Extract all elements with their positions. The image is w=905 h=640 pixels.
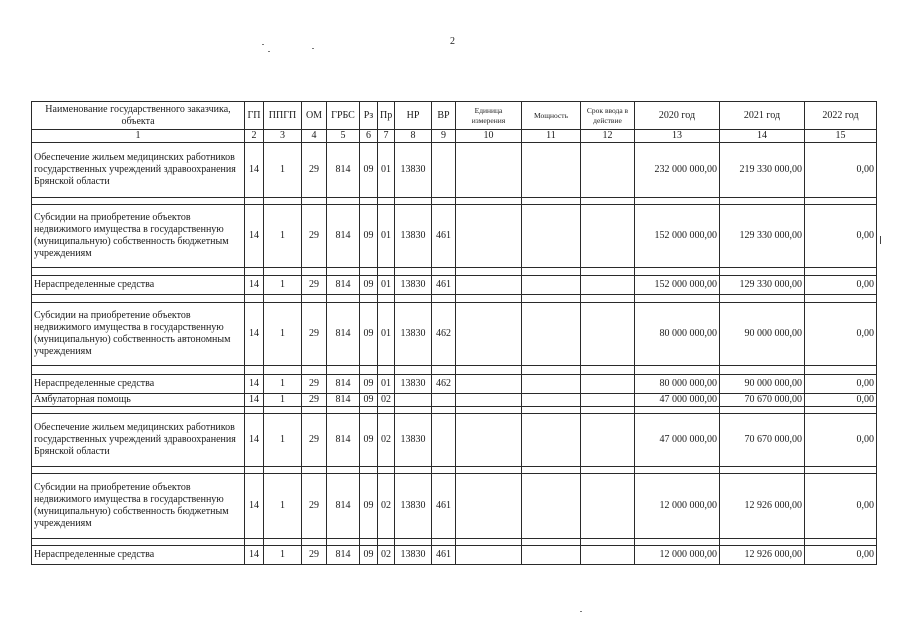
spacer-cell [635, 268, 720, 276]
column-number: 3 [264, 130, 302, 143]
spacer-cell [245, 268, 264, 276]
row-power [522, 474, 581, 539]
row-om: 29 [302, 546, 327, 565]
row-pr: 02 [378, 474, 395, 539]
spacer-cell [720, 198, 805, 205]
spacer-cell [378, 539, 395, 546]
spacer-cell [378, 198, 395, 205]
spacer-cell [32, 268, 245, 276]
row-ppgp: 1 [264, 546, 302, 565]
spacer-cell [395, 539, 432, 546]
spacer-cell [264, 366, 302, 375]
header-pr: Пр [378, 102, 395, 130]
row-nr: 13830 [395, 414, 432, 467]
row-grbs: 814 [327, 546, 360, 565]
row-power [522, 375, 581, 394]
row-spacer [32, 366, 877, 375]
row-2022: 0,00 [805, 474, 877, 539]
row-pr: 01 [378, 205, 395, 268]
row-2022: 0,00 [805, 303, 877, 366]
column-number: 5 [327, 130, 360, 143]
row-2020: 47 000 000,00 [635, 394, 720, 407]
spacer-cell [805, 295, 877, 303]
column-number: 12 [581, 130, 635, 143]
row-ppgp: 1 [264, 414, 302, 467]
spacer-cell [432, 366, 456, 375]
row-vr: 462 [432, 375, 456, 394]
header-power: Мощность [522, 102, 581, 130]
row-2021: 129 330 000,00 [720, 205, 805, 268]
spacer-cell [432, 295, 456, 303]
row-nr: 13830 [395, 375, 432, 394]
spacer-cell [635, 467, 720, 474]
spacer-cell [360, 198, 378, 205]
scan-speck [580, 611, 582, 612]
row-spacer [32, 467, 877, 474]
spacer-cell [432, 539, 456, 546]
row-unit [456, 375, 522, 394]
row-unit [456, 394, 522, 407]
row-om: 29 [302, 474, 327, 539]
header-unit: Единица измерения [456, 102, 522, 130]
spacer-cell [378, 295, 395, 303]
row-term [581, 205, 635, 268]
row-pr: 02 [378, 546, 395, 565]
table-row [32, 205, 877, 268]
spacer-cell [360, 366, 378, 375]
header-grbs: ГРБС [327, 102, 360, 130]
row-name: Субсидии на приобретение объектов недвижимого имущества в государственную (муниципальную) собственность бюджетным учреждениям [32, 474, 245, 539]
row-unit [456, 205, 522, 268]
row-spacer [32, 268, 877, 276]
row-2021: 90 000 000,00 [720, 375, 805, 394]
row-ppgp: 1 [264, 143, 302, 198]
spacer-cell [378, 366, 395, 375]
spacer-cell [432, 467, 456, 474]
row-power [522, 276, 581, 295]
header-nr: НР [395, 102, 432, 130]
row-rz: 09 [360, 303, 378, 366]
header-vr: ВР [432, 102, 456, 130]
row-2020: 152 000 000,00 [635, 276, 720, 295]
row-om: 29 [302, 276, 327, 295]
spacer-cell [720, 467, 805, 474]
column-number: 9 [432, 130, 456, 143]
row-grbs: 814 [327, 205, 360, 268]
header-term: Срок ввода в действие [581, 102, 635, 130]
column-number: 15 [805, 130, 877, 143]
row-unit [456, 303, 522, 366]
row-rz: 09 [360, 546, 378, 565]
table-row [32, 394, 877, 407]
spacer-cell [456, 366, 522, 375]
row-pr: 02 [378, 414, 395, 467]
spacer-cell [245, 366, 264, 375]
row-nr: 13830 [395, 143, 432, 198]
row-rz: 09 [360, 414, 378, 467]
spacer-cell [805, 539, 877, 546]
row-rz: 09 [360, 474, 378, 539]
column-number: 4 [302, 130, 327, 143]
row-2022: 0,00 [805, 205, 877, 268]
spacer-cell [720, 366, 805, 375]
row-grbs: 814 [327, 414, 360, 467]
row-2021: 70 670 000,00 [720, 414, 805, 467]
row-grbs: 814 [327, 303, 360, 366]
spacer-cell [327, 407, 360, 414]
spacer-cell [581, 295, 635, 303]
row-ppgp: 1 [264, 474, 302, 539]
row-term [581, 394, 635, 407]
row-gp: 14 [245, 205, 264, 268]
header-rz: Рз [360, 102, 378, 130]
row-2022: 0,00 [805, 375, 877, 394]
spacer-cell [264, 539, 302, 546]
row-nr: 13830 [395, 546, 432, 565]
row-vr [432, 394, 456, 407]
spacer-cell [245, 295, 264, 303]
table-row [32, 143, 877, 198]
spacer-cell [245, 539, 264, 546]
row-gp: 14 [245, 303, 264, 366]
spacer-cell [360, 467, 378, 474]
scan-speck [880, 236, 881, 244]
spacer-cell [522, 366, 581, 375]
row-vr: 461 [432, 205, 456, 268]
spacer-cell [581, 467, 635, 474]
spacer-cell [395, 366, 432, 375]
spacer-cell [805, 366, 877, 375]
row-2022: 0,00 [805, 394, 877, 407]
spacer-cell [302, 539, 327, 546]
row-power [522, 546, 581, 565]
spacer-cell [302, 198, 327, 205]
header-2022: 2022 год [805, 102, 877, 130]
spacer-cell [245, 198, 264, 205]
column-number: 10 [456, 130, 522, 143]
row-name: Обеспечение жильем медицинских работников государственных учреждений здравоохранения Брянской области [32, 414, 245, 467]
column-number: 14 [720, 130, 805, 143]
row-name: Субсидии на приобретение объектов недвижимого имущества в государственную (муниципальную) собственность бюджетным учреждениям [32, 205, 245, 268]
spacer-cell [32, 539, 245, 546]
row-om: 29 [302, 205, 327, 268]
spacer-cell [302, 268, 327, 276]
spacer-cell [32, 467, 245, 474]
row-rz: 09 [360, 276, 378, 295]
row-power [522, 303, 581, 366]
spacer-cell [635, 407, 720, 414]
spacer-cell [522, 539, 581, 546]
row-ppgp: 1 [264, 394, 302, 407]
row-pr: 01 [378, 375, 395, 394]
row-name: Нераспределенные средства [32, 276, 245, 295]
header-ppgp: ППГП [264, 102, 302, 130]
spacer-cell [32, 407, 245, 414]
row-name: Нераспределенные средства [32, 375, 245, 394]
spacer-cell [264, 268, 302, 276]
row-unit [456, 546, 522, 565]
spacer-cell [456, 539, 522, 546]
row-grbs: 814 [327, 375, 360, 394]
spacer-cell [32, 198, 245, 205]
row-spacer [32, 539, 877, 546]
row-vr: 461 [432, 276, 456, 295]
spacer-cell [522, 407, 581, 414]
row-rz: 09 [360, 375, 378, 394]
row-om: 29 [302, 375, 327, 394]
row-unit [456, 143, 522, 198]
spacer-cell [245, 467, 264, 474]
row-rz: 09 [360, 205, 378, 268]
row-name: Субсидии на приобретение объектов недвижимого имущества в государственную (муниципальную) собственность автономным учреждениям [32, 303, 245, 366]
row-2020: 80 000 000,00 [635, 375, 720, 394]
row-2020: 47 000 000,00 [635, 414, 720, 467]
page-number: 2 [450, 36, 455, 47]
row-power [522, 143, 581, 198]
spacer-cell [581, 366, 635, 375]
row-gp: 14 [245, 474, 264, 539]
row-pr: 01 [378, 303, 395, 366]
row-unit [456, 474, 522, 539]
row-power [522, 205, 581, 268]
row-om: 29 [302, 143, 327, 198]
row-gp: 14 [245, 276, 264, 295]
row-ppgp: 1 [264, 276, 302, 295]
row-grbs: 814 [327, 394, 360, 407]
row-ppgp: 1 [264, 375, 302, 394]
row-term [581, 276, 635, 295]
row-vr: 462 [432, 303, 456, 366]
spacer-cell [456, 295, 522, 303]
scan-speck [268, 51, 270, 52]
table-row [32, 546, 877, 565]
spacer-cell [327, 366, 360, 375]
header-row [32, 102, 877, 130]
spacer-cell [395, 268, 432, 276]
spacer-cell [264, 407, 302, 414]
spacer-cell [805, 407, 877, 414]
row-unit [456, 414, 522, 467]
row-term [581, 303, 635, 366]
row-2020: 12 000 000,00 [635, 546, 720, 565]
column-number: 7 [378, 130, 395, 143]
row-pr: 01 [378, 143, 395, 198]
row-term [581, 143, 635, 198]
row-name: Обеспечение жильем медицинских работников государственных учреждений здравоохранения Брянской области [32, 143, 245, 198]
row-gp: 14 [245, 143, 264, 198]
row-2022: 0,00 [805, 276, 877, 295]
row-pr: 01 [378, 276, 395, 295]
row-2020: 152 000 000,00 [635, 205, 720, 268]
spacer-cell [432, 198, 456, 205]
column-number: 13 [635, 130, 720, 143]
header-gp: ГП [245, 102, 264, 130]
row-vr [432, 143, 456, 198]
row-vr [432, 414, 456, 467]
row-term [581, 375, 635, 394]
spacer-cell [720, 407, 805, 414]
header-om: ОМ [302, 102, 327, 130]
spacer-cell [32, 366, 245, 375]
row-om: 29 [302, 303, 327, 366]
row-2020: 80 000 000,00 [635, 303, 720, 366]
row-spacer [32, 198, 877, 205]
header-2020: 2020 год [635, 102, 720, 130]
row-vr: 461 [432, 546, 456, 565]
header-2021: 2021 год [720, 102, 805, 130]
row-power [522, 394, 581, 407]
scan-speck [262, 44, 264, 45]
spacer-cell [378, 268, 395, 276]
spacer-cell [581, 268, 635, 276]
spacer-cell [395, 198, 432, 205]
row-nr: 13830 [395, 303, 432, 366]
spacer-cell [581, 198, 635, 205]
spacer-cell [432, 407, 456, 414]
spacer-cell [302, 407, 327, 414]
spacer-cell [805, 198, 877, 205]
budget-table [31, 101, 877, 565]
row-2022: 0,00 [805, 143, 877, 198]
spacer-cell [32, 295, 245, 303]
column-number: 1 [32, 130, 245, 143]
spacer-cell [805, 268, 877, 276]
spacer-cell [264, 295, 302, 303]
spacer-cell [360, 295, 378, 303]
spacer-cell [327, 268, 360, 276]
spacer-cell [302, 467, 327, 474]
spacer-cell [635, 295, 720, 303]
column-number-row [32, 130, 877, 143]
row-name: Нераспределенные средства [32, 546, 245, 565]
row-power [522, 414, 581, 467]
spacer-cell [720, 295, 805, 303]
row-2021: 70 670 000,00 [720, 394, 805, 407]
table-row [32, 375, 877, 394]
row-spacer [32, 295, 877, 303]
row-nr: 13830 [395, 205, 432, 268]
row-gp: 14 [245, 394, 264, 407]
table-row [32, 276, 877, 295]
spacer-cell [522, 198, 581, 205]
row-gp: 14 [245, 414, 264, 467]
row-term [581, 474, 635, 539]
spacer-cell [581, 539, 635, 546]
row-nr: 13830 [395, 276, 432, 295]
spacer-cell [720, 268, 805, 276]
row-gp: 14 [245, 546, 264, 565]
spacer-cell [302, 295, 327, 303]
spacer-cell [360, 539, 378, 546]
row-nr: 13830 [395, 474, 432, 539]
spacer-cell [456, 407, 522, 414]
row-name: Амбулаторная помощь [32, 394, 245, 407]
spacer-cell [720, 539, 805, 546]
column-number: 2 [245, 130, 264, 143]
header-name: Наименование государственного заказчика, объекта [32, 102, 245, 130]
spacer-cell [522, 295, 581, 303]
table-row [32, 303, 877, 366]
row-ppgp: 1 [264, 205, 302, 268]
row-grbs: 814 [327, 143, 360, 198]
spacer-cell [378, 407, 395, 414]
row-om: 29 [302, 414, 327, 467]
spacer-cell [395, 467, 432, 474]
column-number: 11 [522, 130, 581, 143]
row-pr: 02 [378, 394, 395, 407]
spacer-cell [327, 295, 360, 303]
spacer-cell [522, 268, 581, 276]
row-nr [395, 394, 432, 407]
row-ppgp: 1 [264, 303, 302, 366]
column-number: 6 [360, 130, 378, 143]
spacer-cell [378, 467, 395, 474]
spacer-cell [522, 467, 581, 474]
spacer-cell [395, 407, 432, 414]
row-2021: 90 000 000,00 [720, 303, 805, 366]
spacer-cell [635, 539, 720, 546]
spacer-cell [456, 198, 522, 205]
spacer-cell [805, 467, 877, 474]
row-vr: 461 [432, 474, 456, 539]
spacer-cell [395, 295, 432, 303]
spacer-cell [302, 366, 327, 375]
spacer-cell [360, 407, 378, 414]
row-gp: 14 [245, 375, 264, 394]
row-term [581, 414, 635, 467]
spacer-cell [327, 198, 360, 205]
column-number: 8 [395, 130, 432, 143]
scan-speck [312, 48, 314, 49]
spacer-cell [360, 268, 378, 276]
spacer-cell [264, 198, 302, 205]
row-2021: 129 330 000,00 [720, 276, 805, 295]
row-2021: 12 926 000,00 [720, 546, 805, 565]
row-2020: 12 000 000,00 [635, 474, 720, 539]
spacer-cell [327, 467, 360, 474]
row-rz: 09 [360, 394, 378, 407]
spacer-cell [327, 539, 360, 546]
spacer-cell [245, 407, 264, 414]
spacer-cell [456, 268, 522, 276]
row-rz: 09 [360, 143, 378, 198]
row-om: 29 [302, 394, 327, 407]
spacer-cell [432, 268, 456, 276]
spacer-cell [635, 366, 720, 375]
spacer-cell [581, 407, 635, 414]
row-2022: 0,00 [805, 414, 877, 467]
row-term [581, 546, 635, 565]
table-row [32, 414, 877, 467]
row-2021: 12 926 000,00 [720, 474, 805, 539]
row-spacer [32, 407, 877, 414]
row-grbs: 814 [327, 474, 360, 539]
table-row [32, 474, 877, 539]
row-unit [456, 276, 522, 295]
row-2020: 232 000 000,00 [635, 143, 720, 198]
row-2022: 0,00 [805, 546, 877, 565]
spacer-cell [635, 198, 720, 205]
spacer-cell [456, 467, 522, 474]
row-grbs: 814 [327, 276, 360, 295]
row-2021: 219 330 000,00 [720, 143, 805, 198]
spacer-cell [264, 467, 302, 474]
